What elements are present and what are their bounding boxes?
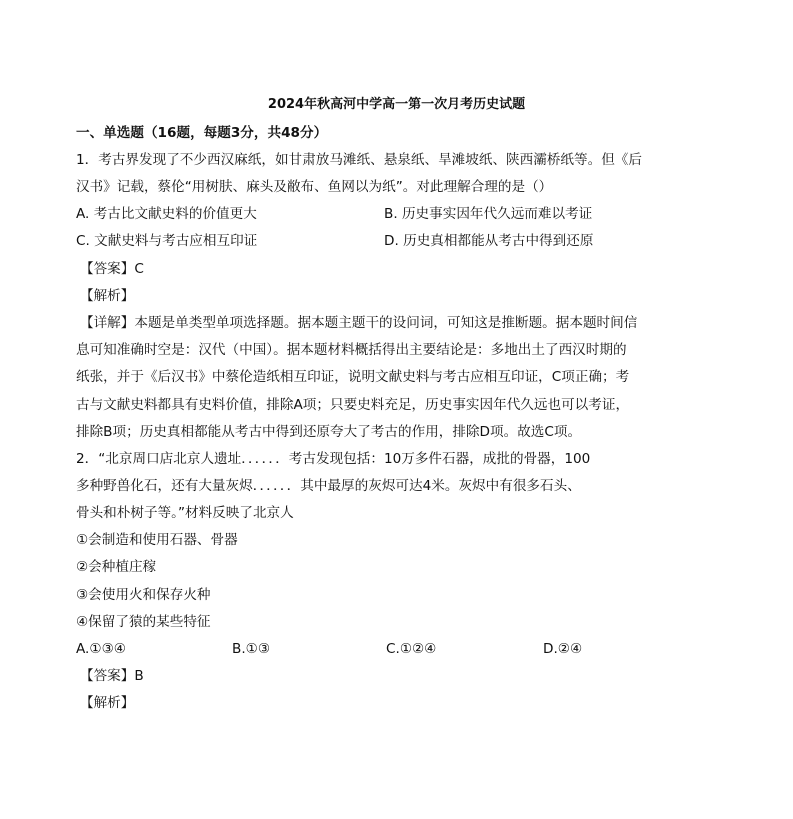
- q1-option-c: C. 文献史料与考古应相互印证: [76, 233, 258, 249]
- q1-option-b: B. 历史事实因年代久远而难以考证: [384, 206, 593, 222]
- q2-option-b: B.①③: [232, 641, 271, 657]
- q2-stem-line2: 多种野兽化石，还有大量灰烬．．．．．．其中最厚的灰烬可达4米。灰烬中有很多石头、: [76, 478, 581, 494]
- q2-option-c: C.①②④: [386, 641, 437, 657]
- q2-stem-line1: 2．“北京周口店北京人遗址．．．．．．考古发现包括：10万多件石器，成批的骨器，100: [76, 451, 591, 467]
- q2-answer: 【答案】B: [80, 668, 144, 684]
- page-title: 2024年秋高河中学高一第一次月考历史试题: [267, 97, 526, 112]
- q1-detail-line2: 息可知准确时空是：汉代（中国）。据本题材料概括得出主要结论是：多地出土了西汉时期的: [76, 342, 627, 358]
- q2-item3: ③会使用火和保存火种: [76, 587, 211, 603]
- q2-item2: ②会种植庄稼: [76, 559, 157, 575]
- q2-item1: ①会制造和使用石器、骨器: [76, 532, 238, 548]
- q2-analysis-label: 【解析】: [80, 695, 135, 711]
- q2-option-d: D.②④: [543, 641, 583, 657]
- q2-stem-line3: 骨头和朴树子等。”材料反映了北京人: [76, 505, 294, 521]
- q1-detail-line4: 古与文献史料都具有史料价值，排除A项；只要史料充足，历史事实因年代久远也可以考证，: [76, 397, 630, 413]
- q1-detail-line1: 【详解】本题是单类型单项选择题。据本题主题干的设问词，可知这是推断题。据本题时间信: [80, 315, 638, 331]
- q1-answer: 【答案】C: [80, 261, 144, 277]
- q2-option-a: A.①③④: [76, 641, 126, 657]
- q2-item4: ④保留了猿的某些特征: [76, 614, 211, 630]
- q1-stem-line2: 汉书》记载，蔡伦“用树肤、麻头及敝布、鱼网以为纸”。对此理解合理的是（）: [76, 179, 553, 195]
- q1-option-d: D. 历史真相都能从考古中得到还原: [384, 233, 594, 249]
- q1-detail-line5: 排除B项；历史真相都能从考古中得到还原夸大了考古的作用，排除D项。故选C项。: [76, 424, 582, 440]
- q1-stem-line1: 1．考古界发现了不少西汉麻纸，如甘肃放马滩纸、悬泉纸、旱滩坡纸、陕西灞桥纸等。但《后: [76, 152, 642, 168]
- q1-detail-line3: 纸张，并于《后汉书》中蔡伦造纸相互印证，说明文献史料与考古应相互印证，C项正确；考: [76, 369, 630, 385]
- section-heading: 一、单选题（16题，每题3分，共48分）: [76, 125, 328, 141]
- q1-option-a: A. 考古比文献史料的价值更大: [76, 206, 257, 222]
- q1-analysis-label: 【解析】: [80, 288, 135, 304]
